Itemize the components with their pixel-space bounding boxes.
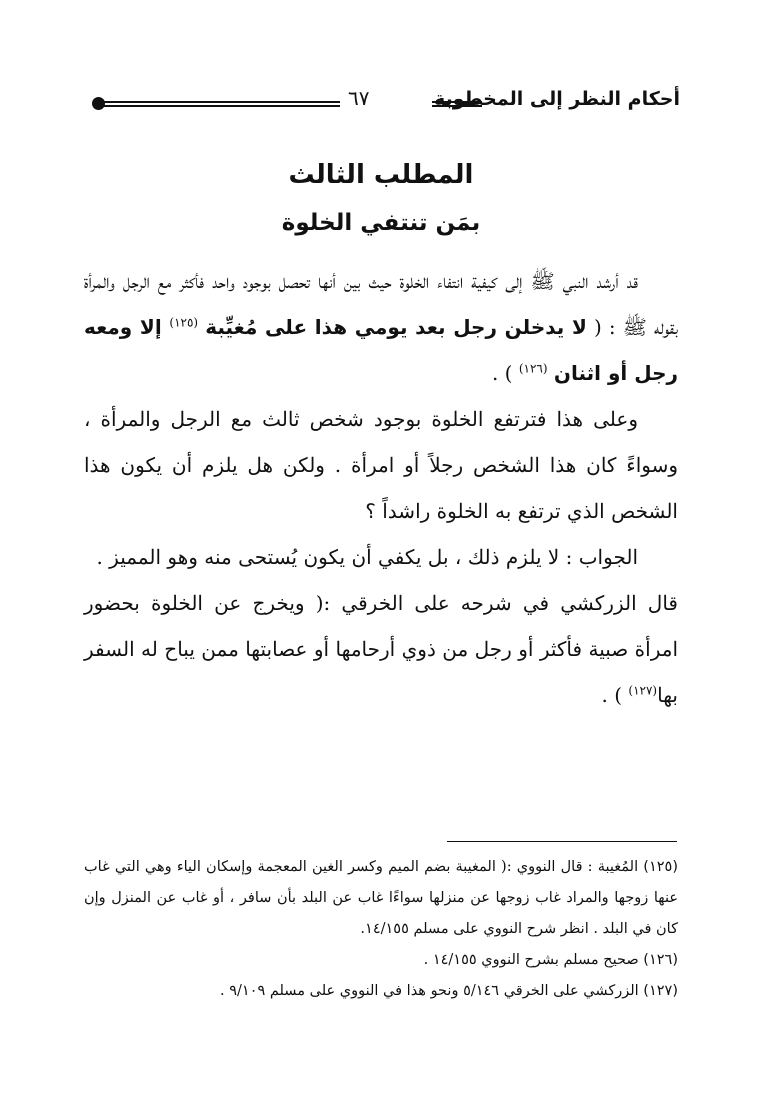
footnote-text: صحيح مسلم بشرح النووي ١٤/١٥٥ . — [423, 952, 639, 968]
footnote-ref-127: (١٢٧) — [628, 683, 658, 698]
footnote-number: (١٢٦) — [643, 952, 678, 968]
footnote-text: الزركشي على الخرقي ٥/١٤٦ ونحو هذا في النووي على مسلم ٩/١٠٩ . — [219, 983, 639, 999]
footnote-127 — [84, 976, 678, 1007]
header-rule-short — [432, 101, 482, 107]
running-header — [90, 88, 680, 118]
paragraph-1-text: قد أرشد النبي ﷺ إلى كيفية انتفاء الخلوة حيث بين أنها تحصل بوجود واحد فأكثر مع الرجل والمرأة بقوله ﷺ : ( — [84, 269, 679, 339]
paragraph-4-text: قال الزركشي في شرحه على الخرقي :( ويخرج عن الخلوة بحضور امرأة صبية فأكثر أو رجل من ذوي أرحامها أو عصابتها ممن يباح له السفر بها — [84, 591, 678, 707]
footnote-126 — [84, 945, 678, 976]
paragraph-1 — [84, 258, 678, 396]
section-title: المطلب الثالث — [288, 160, 474, 190]
hadith-text-a: لا يدخلن رجل بعد يومي هذا على مُغيِّبة — [205, 315, 587, 339]
footnote-number: (١٢٧) — [643, 983, 678, 999]
paragraph-4 — [84, 580, 678, 718]
footnote-text: المُغيبة : قال النووي :( المغيبة بضم الميم وكسر الغين المعجمة وإسكان الياء وهي التي غاب عنها زوجها والمراد غاب زوجها عن منزلها سواءًا غاب عن البلد بأن سافر ، أو غاب عن المنزل وإن كان في البلد . انظر شرح النووي على مسلم ١٤/١٥٥. — [84, 859, 678, 937]
page-number: ٦٧ — [348, 86, 370, 110]
hadith-text-b: إلا ومعه رجل أو اثنان — [84, 315, 678, 385]
paragraph-4-end: ) . — [601, 683, 629, 707]
body-text — [84, 258, 678, 718]
footnotes — [84, 852, 678, 1007]
header-ornament-dot — [92, 97, 105, 110]
paragraph-1-end: ) . — [491, 361, 519, 385]
header-rule-long — [102, 101, 340, 107]
footnote-number: (١٢٥) — [643, 859, 679, 875]
footnote-ref-126: (١٢٦) — [518, 361, 548, 376]
footnote-divider — [447, 841, 677, 842]
footnote-ref-125: (١٢٥) — [169, 315, 199, 330]
paragraph-3: الجواب : لا يلزم ذلك ، بل يكفي أن يكون يُستحى منه وهو المميز . — [96, 545, 638, 569]
paragraph-2: وعلى هذا فترتفع الخلوة بوجود شخص ثالث مع الرجل والمرأة ، وسواءً كان هذا الشخص رجلاً أو امرأة . ولكن هل يلزم أن يكون هذا الشخص الذي ترتفع به الخلوة راشداً ؟ — [84, 407, 678, 523]
section-subtitle: بمَن تنتفي الخلوة — [281, 210, 481, 236]
header-book-title: أحكام النظر إلى المخطوبة — [434, 88, 680, 110]
footnote-125 — [84, 852, 678, 945]
